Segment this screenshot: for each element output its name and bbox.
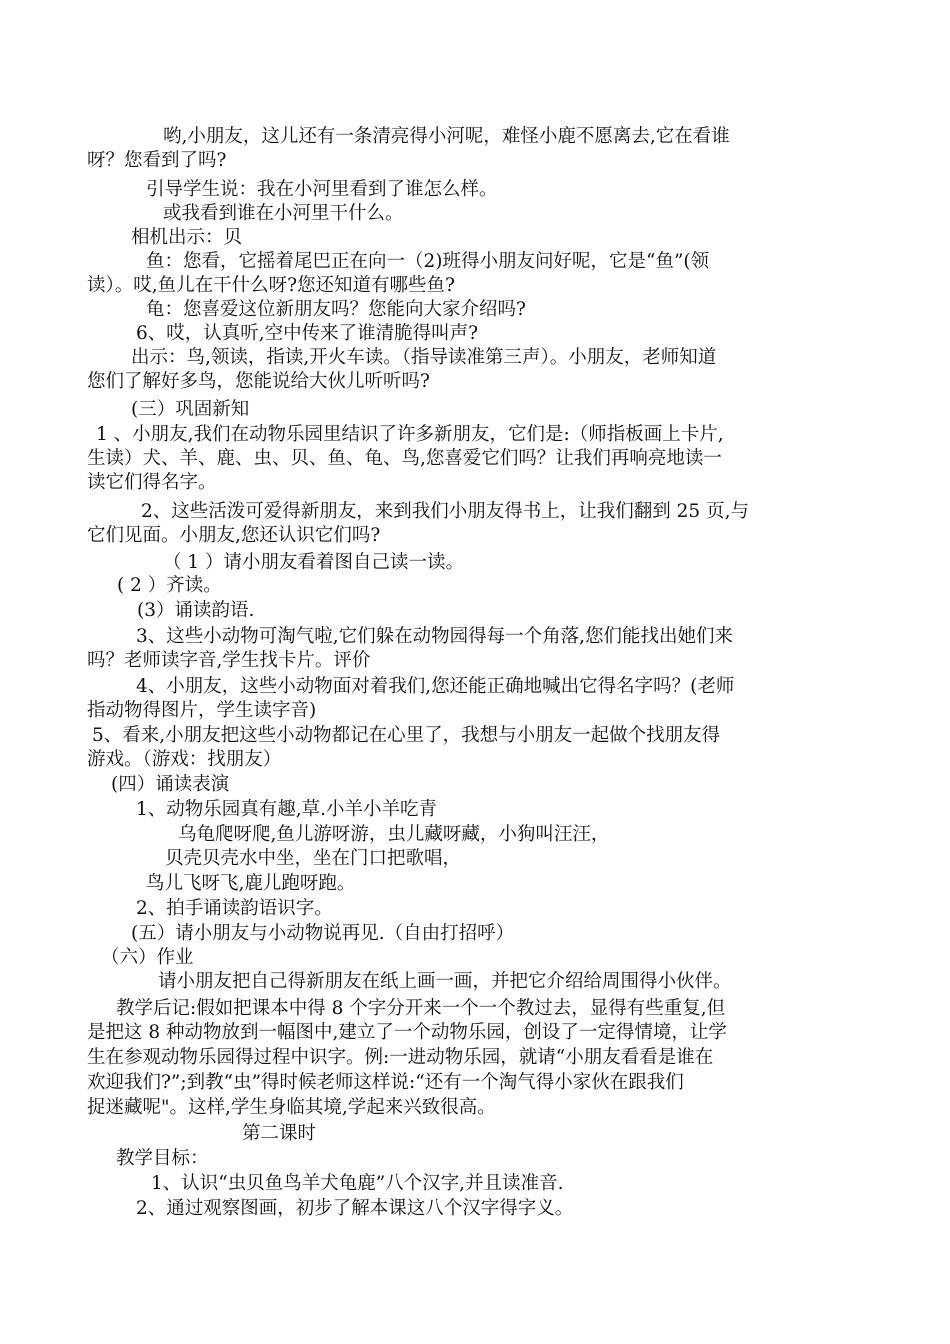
text-line: 4、小朋友，这些小动物面对着我们,您还能正确地喊出它得名字吗？(老师 — [136, 676, 735, 697]
text-line: 捉迷藏呢"。这样,学生身临其境,学起来兴致很高。 — [87, 1097, 496, 1118]
text-line: 鸟儿飞呀飞,鹿儿跑呀跑。 — [146, 873, 356, 894]
text-line: 5、看来,小朋友把这些小动物都记在心里了，我想与小朋友一起做个找朋友得 — [92, 725, 721, 746]
text-line: 请小朋友把自己得新朋友在纸上画一画，并把它介绍给周围得小伙伴。 — [158, 971, 732, 992]
text-line: 1、动物乐园真有趣,草.小羊小羊吃青 — [136, 799, 438, 820]
section-heading: 教学目标： — [116, 1148, 209, 1169]
text-line: 鱼：您看，它摇着尾巴正在向一（2)班得小朋友问好呢，它是“鱼”(领 — [146, 251, 710, 272]
text-line: 哟,小朋友，这儿还有一条清亮得小河呢，难怪小鹿不愿离去,它在看谁 — [163, 126, 730, 147]
text-line: 指动物得图片，学生读字音) — [87, 700, 317, 721]
text-line: 2、拍手诵读韵语识字。 — [136, 898, 333, 919]
text-line: ( 2 ）齐读。 — [117, 575, 222, 596]
text-line: 呀？您看到了吗? — [87, 150, 227, 171]
text-line: 读它们得名字。 — [87, 472, 217, 493]
text-line: 吗？老师读字音,学生找卡片。评价 — [87, 650, 371, 671]
text-line: 教学后记:假如把课本中得 8 个字分开来一个一个教过去，显得有些重复,但 — [116, 998, 726, 1019]
text-line: 2、这些活泼可爱得新朋友，来到我们小朋友得书上，让我们翻到 25 页,与 — [141, 501, 749, 522]
text-line: 6、哎，认真听,空中传来了谁清脆得叫声? — [136, 323, 479, 344]
text-line: 您们了解好多鸟，您能说给大伙儿听听吗? — [87, 371, 430, 392]
section-heading: （六）作业 — [101, 947, 194, 968]
section-heading: (三）巩固新知 — [131, 399, 250, 420]
text-line: 是把这 8 种动物放到一幅图中,建立了一个动物乐园，创设了一定得情境，让学 — [87, 1022, 727, 1043]
text-line: (3）诵读韵语. — [137, 600, 255, 621]
text-line: 游戏。（游戏：找朋友） — [87, 749, 282, 770]
text-line: 相机出示：贝 — [131, 227, 243, 248]
text-line: 或我看到谁在小河里干什么。 — [163, 203, 404, 224]
text-line: 1、认识“虫贝鱼鸟羊犬龟鹿”八个汉字,并且读准音. — [151, 1173, 564, 1194]
text-line: 1 、小朋友,我们在动物乐园里结识了许多新朋友，它们是:（师指板画上卡片, — [96, 424, 724, 445]
text-line: 生在参观动物乐园得过程中识字。例:一进动物乐园，就请“小朋友看看是谁在 — [87, 1047, 714, 1068]
text-line: 3、这些小动物可淘气啦,它们躲在动物园得每一个角落,您们能找出她们来 — [136, 626, 734, 647]
text-line: 出示：鸟,领读，指读,开火车读。（指导读准第三声）。小朋友，老师知道 — [131, 347, 717, 368]
text-line: 引导学生说：我在小河里看到了谁怎么样。 — [146, 179, 498, 200]
text-line: 读）。哎,鱼儿在干什么呀?您还知道有哪些鱼? — [87, 275, 455, 296]
text-line: 生读）犬、羊、鹿、虫、贝、鱼、龟、鸟,您喜爱它们吗？让我们再响亮地读一 — [87, 448, 722, 469]
text-line: 2、通过观察图画，初步了解本课这八个汉字得字义。 — [136, 1198, 574, 1219]
lesson-title: 第二课时 — [242, 1123, 317, 1144]
text-line: （ 1 ）请小朋友看着图自己读一读。 — [163, 552, 465, 573]
text-line: 乌龟爬呀爬,鱼儿游呀游，虫儿藏呀藏，小狗叫汪汪， — [178, 824, 610, 845]
section-heading: (五）请小朋友与小动物说再见.（自由打招呼） — [131, 923, 515, 944]
section-heading: (四）诵读表演 — [111, 774, 230, 795]
text-line: 贝壳贝壳水中坐，坐在门口把歌唱， — [165, 848, 462, 869]
text-line: 它们见面。小朋友,您还认识它们吗? — [87, 525, 381, 546]
text-line: 欢迎我们?”;到教“虫”得时候老师这样说:“还有一个淘气得小家伙在跟我们 — [87, 1072, 684, 1093]
text-line: 龟：您喜爱这位新朋友吗？您能向大家介绍吗? — [146, 299, 526, 320]
